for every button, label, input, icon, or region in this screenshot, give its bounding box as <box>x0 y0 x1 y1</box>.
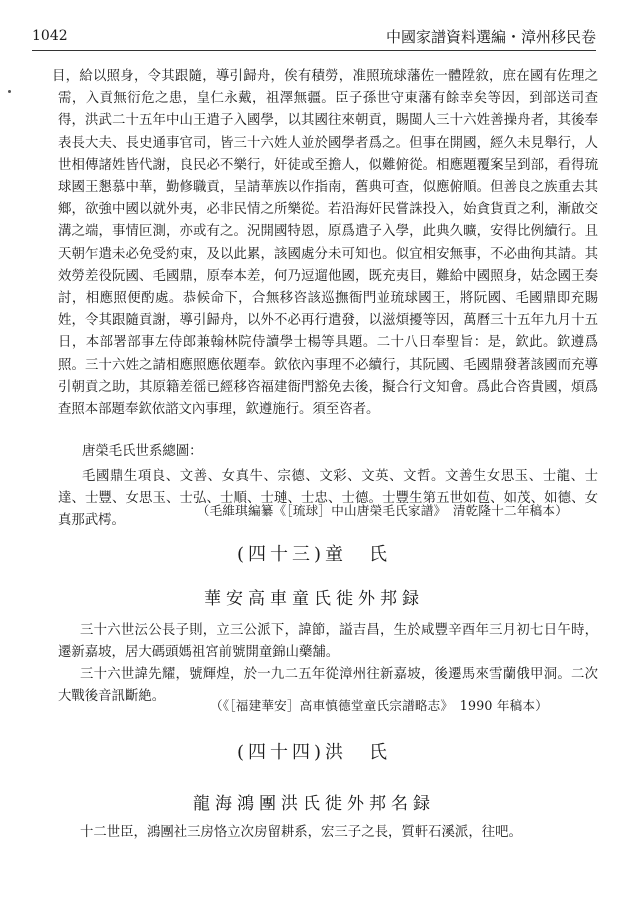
entry-paragraph: 三十六世諱先耀，號輝煌，於一九二五年從漳州往新嘉坡，後遷馬來雪蘭俄甲洞。二次大戰後音訊斷絶。 <box>58 667 598 705</box>
body-paragraph: 目，給以照身，令其跟隨，導引歸舟，俟有積勞，准照琉球藩佐一體陞敘，庶在國有佐理之需，入貢無衍危之患，皇仁永戴，祖澤無疆。臣子孫世守東藩有餘幸矣等因，到部送司查得，洪武二十五年中山王遣子入國學，以其國往來朝貢，賜閩人三十六姓善操舟者，其後奉表長大夫、長史通事官司，皆三十六姓人並於國學者爲之。但事在開國，經久未見舉行，人世相傳諸姓皆代謝，良民必不樂行，奸徒或至擔人，似難俯從。相應題覆案呈到部，看得琉球國王懇慕中華，勤修職貢，呈請華族以作指南，舊典可查，似應俯順。但善良之族重去其鄉，欲強中國以就外夷，必非民情之所樂從。若沿海奸民嘗誅投入，始貪貨貢之利，漸啟交溝之端，事情叵測，亦或有之。況開國特恩，原爲遣子入學，此典久曠，安得比例續行。且天朝乍遣未必免受約束，及以此累，該國處分未可知也。似宜相安無事，不必曲徇其請。其效勞差役阮國、毛國鼎，原奉本差，何乃逗遛他國，既充夷目，難給中國照身，姑念國王奏討，相應照便酌處。恭候命下，合無移咨該巡撫衙門並琉球國王，將阮國、毛國鼎即充賜姓，令其跟隨貢謝，導引歸舟，以外不必再行遣發，以滋煩擾等因，萬曆三十五年九月十五日，本部署部事左侍郎兼翰林院侍讀學士楊等具題。二十八日奉聖旨：是，欽此。欽遵爲照。三十六姓之請相應照應依題奉。欽依內事理不必續行，其阮國、毛國鼎發著該國而充導引朝貢之助，其原籍差徭已經移咨福建衙門豁免去後，擬合行文知會。爲此合咨貴國，煩爲查照本部題奉欽依諮文內事理，欽遵施行。須至咨者。 <box>52 69 598 418</box>
entry-paragraph: 十二世臣，鴻團社三房恪立次房留耕系，宏三子之長，質軒石溪派，往吧。 <box>80 825 522 840</box>
genealogy-paragraph: 毛國鼎生項良、文善、女真牛、宗德、文彩、文英、文哲。文善生女思玉、士龍、士達、士豐、女思玉、士弘、士順、士璉、士忠、士德。士豐生第五世如苞、如茂、如德、女真那武樗。 <box>58 469 598 529</box>
source-citation: （毛維琪編纂《［琉球］中山唐榮毛氏家譜》 清乾隆十二年稿本） <box>196 503 568 518</box>
margin-mark <box>8 90 11 93</box>
source-citation: （《［福建華安］高車慎德堂童氏宗譜略志》 1990 年稿本） <box>210 698 548 713</box>
entry-paragraph: 三十六世沄公長子則，立三公派下，諱節，謚吉昌，生於咸豐辛酉年三月初七日午時，遷新嘉坡，居大碼頭媽祖宮前號開童錦山藥舗。 <box>58 623 598 661</box>
page-header <box>32 22 596 51</box>
running-title: 中國家譜資料選編・漳州移民卷 <box>385 28 596 46</box>
surname-heading: (四十三)童 氏 <box>236 544 392 565</box>
subheading: 華安高車童氏徙外邦録 <box>204 589 424 609</box>
subheading: 龍海鴻團洪氏徙外邦名録 <box>193 794 435 814</box>
page-number: 1042 <box>32 28 68 44</box>
surname-heading: (四十四)洪 氏 <box>236 742 392 763</box>
section-label: 唐榮毛氏世系總圖： <box>82 444 203 459</box>
